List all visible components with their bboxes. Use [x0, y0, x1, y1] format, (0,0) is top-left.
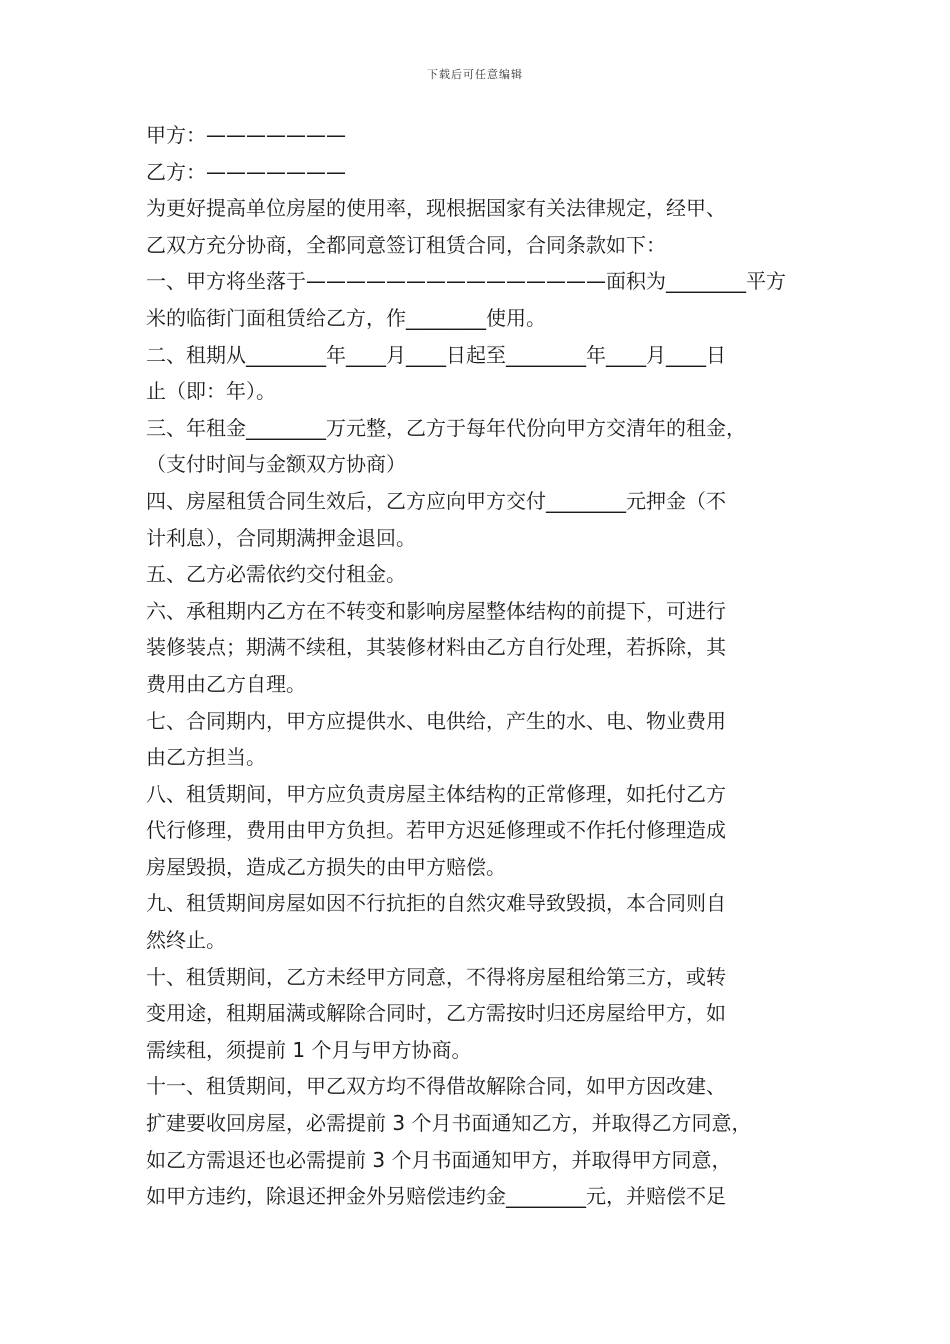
text-line: 扩建要收回房屋，必需提前 3 个月书面通知乙方，并取得乙方同意，	[146, 1111, 752, 1136]
text-line: 止（即：年）。	[146, 379, 276, 404]
text-line: 七、合同期内，甲方应提供水、电供给，产生的水、电、物业费用	[146, 708, 726, 733]
header-note: 下载后可任意编辑	[427, 68, 523, 81]
text-line: 二、租期从________年____月____日起至________年____月____日	[146, 342, 726, 367]
text-line: （支付时间与金额双方协商）	[146, 452, 406, 477]
text-line: 五、乙方必需依约交付租金。	[146, 562, 406, 587]
text-line: 十一、租赁期间，甲乙双方均不得借故解除合同，如甲方因改建、	[146, 1074, 726, 1099]
text-line: 如乙方需退还也必需提前 3 个月书面通知甲方，并取得甲方同意，	[146, 1147, 732, 1172]
text-line: 需续租，须提前 1 个月与甲方协商。	[146, 1037, 472, 1062]
text-line: 变用途，租期届满或解除合同时，乙方需按时归还房屋给甲方，如	[146, 1001, 726, 1026]
text-line: 米的临街门面租赁给乙方，作________使用。	[146, 305, 546, 330]
text-line: 计利息），合同期满押金退回。	[146, 525, 416, 550]
text-line: 费用由乙方自理。	[146, 671, 306, 696]
text-line: 九、租赁期间房屋如因不行抗拒的自然灾难导致毁损，本合同则自	[146, 891, 726, 916]
text-line: 代行修理，费用由甲方负担。若甲方迟延修理或不作托付修理造成	[146, 818, 726, 843]
text-line: 装修装点；期满不续租，其装修材料由乙方自行处理，若拆除，其	[146, 635, 726, 660]
contract-body	[146, 117, 816, 1215]
text-line: 房屋毁损，造成乙方损失的由甲方赔偿。	[146, 854, 506, 879]
text-line: 甲方：———————	[146, 123, 346, 147]
text-line: 如甲方违约，除退还押金外另赔偿违约金________元，并赔偿不足	[146, 1184, 726, 1209]
text-line: 由乙方担当。	[146, 745, 266, 770]
text-line: 乙方：———————	[146, 159, 346, 184]
text-line: 六、承租期内乙方在不转变和影响房屋整体结构的前提下，可进行	[146, 598, 726, 623]
text-line: 四、房屋租赁合同生效后，乙方应向甲方交付________元押金（不	[146, 488, 726, 513]
text-line: 三、年租金________万元整，乙方于每年代份向甲方交清年的租金，	[146, 415, 746, 440]
text-line: 乙双方充分协商，全都同意签订租赁合同，合同条款如下：	[146, 232, 666, 257]
text-line: 然终止。	[146, 928, 226, 953]
text-line: 一、甲方将坐落于———————————————面积为________平方	[146, 269, 786, 294]
text-line: 八、租赁期间，甲方应负责房屋主体结构的正常修理，如托付乙方	[146, 781, 726, 806]
text-line: 十、租赁期间，乙方未经甲方同意，不得将房屋租给第三方，或转	[146, 964, 726, 989]
text-line: 为更好提高单位房屋的使用率，现根据国家有关法律规定，经甲、	[146, 196, 726, 221]
